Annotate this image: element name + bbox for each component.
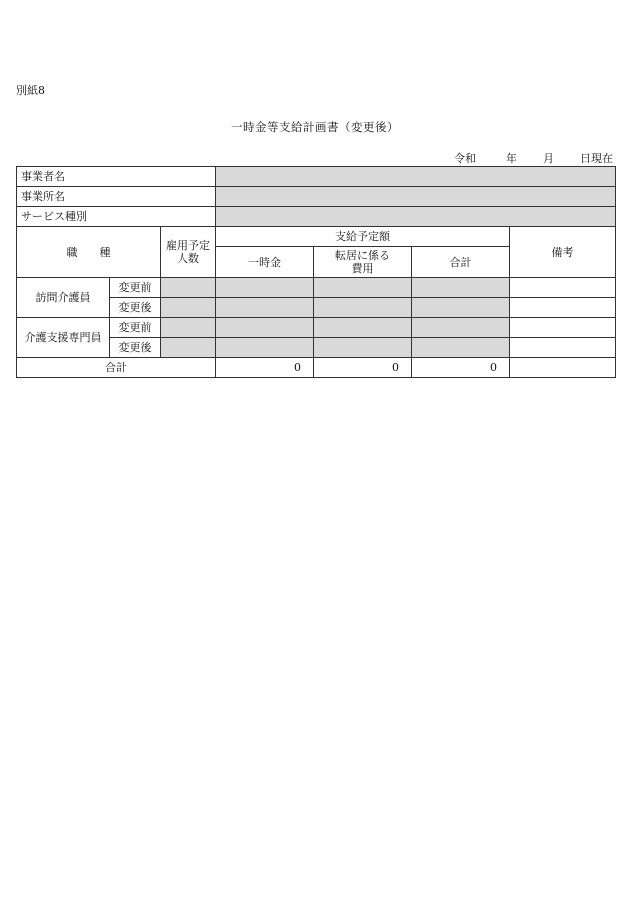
relocation-cell[interactable] <box>314 338 412 358</box>
lump-sum-cell[interactable] <box>216 318 314 338</box>
total-label: 合計 <box>17 358 216 378</box>
total-relocation: 0 <box>314 358 412 378</box>
subtotal-cell[interactable] <box>412 318 510 338</box>
planned-hires-cell[interactable] <box>161 318 216 338</box>
operator-name-label: 事業者名 <box>17 167 216 187</box>
header-relocation <box>314 247 412 278</box>
total-subtotal: 0 <box>412 358 510 378</box>
service-type-field[interactable] <box>216 207 616 227</box>
header-relocation-line1: 転居に係る <box>335 249 391 262</box>
remarks-cell[interactable] <box>510 298 616 318</box>
subtotal-cell[interactable] <box>412 278 510 298</box>
operator-name-field[interactable] <box>216 167 616 187</box>
planned-hires-cell[interactable] <box>161 298 216 318</box>
date-month: 月 <box>543 152 554 165</box>
remarks-cell[interactable] <box>510 338 616 358</box>
total-lump-sum: 0 <box>216 358 314 378</box>
office-name-label: 事業所名 <box>17 187 216 207</box>
lump-sum-cell[interactable] <box>216 298 314 318</box>
header-row-1 <box>17 227 616 247</box>
header-relocation-line2: 費用 <box>351 262 374 275</box>
info-row-operator <box>17 167 616 187</box>
row-status: 変更後 <box>110 338 161 358</box>
total-remarks[interactable] <box>510 358 616 378</box>
header-payment-group: 支給予定額 <box>216 227 510 247</box>
page-label: 別紙8 <box>16 84 45 97</box>
total-row <box>17 358 616 378</box>
row-status: 変更後 <box>110 298 161 318</box>
header-subtotal: 合計 <box>412 247 510 278</box>
subtotal-cell[interactable] <box>412 298 510 318</box>
document-title: 一時金等支給計画書（変更後） <box>231 120 399 134</box>
office-name-field[interactable] <box>216 187 616 207</box>
lump-sum-cell[interactable] <box>216 278 314 298</box>
planned-hires-cell[interactable] <box>161 338 216 358</box>
header-planned-hires: 雇用予定人数 <box>161 227 216 278</box>
header-lump-sum: 一時金 <box>216 247 314 278</box>
job-name-home-care: 訪問介護員 <box>17 278 110 318</box>
info-row-office <box>17 187 616 207</box>
service-type-label: サービス種別 <box>17 207 216 227</box>
relocation-cell[interactable] <box>314 298 412 318</box>
plan-table <box>16 166 616 378</box>
info-row-service <box>17 207 616 227</box>
table-row <box>17 318 616 338</box>
header-remarks: 備考 <box>510 227 616 278</box>
row-status: 変更前 <box>110 318 161 338</box>
remarks-cell[interactable] <box>510 278 616 298</box>
table-row <box>17 278 616 298</box>
subtotal-cell[interactable] <box>412 338 510 358</box>
row-status: 変更前 <box>110 278 161 298</box>
lump-sum-cell[interactable] <box>216 338 314 358</box>
remarks-cell[interactable] <box>510 318 616 338</box>
date-day: 日現在 <box>580 152 613 165</box>
date-era: 令和 <box>454 152 476 165</box>
planned-hires-cell[interactable] <box>161 278 216 298</box>
header-job-type: 職 種 <box>17 227 161 278</box>
date-year: 年 <box>506 152 517 165</box>
relocation-cell[interactable] <box>314 318 412 338</box>
job-name-care-manager: 介護支援専門員 <box>17 318 110 358</box>
relocation-cell[interactable] <box>314 278 412 298</box>
date-line <box>454 150 613 166</box>
